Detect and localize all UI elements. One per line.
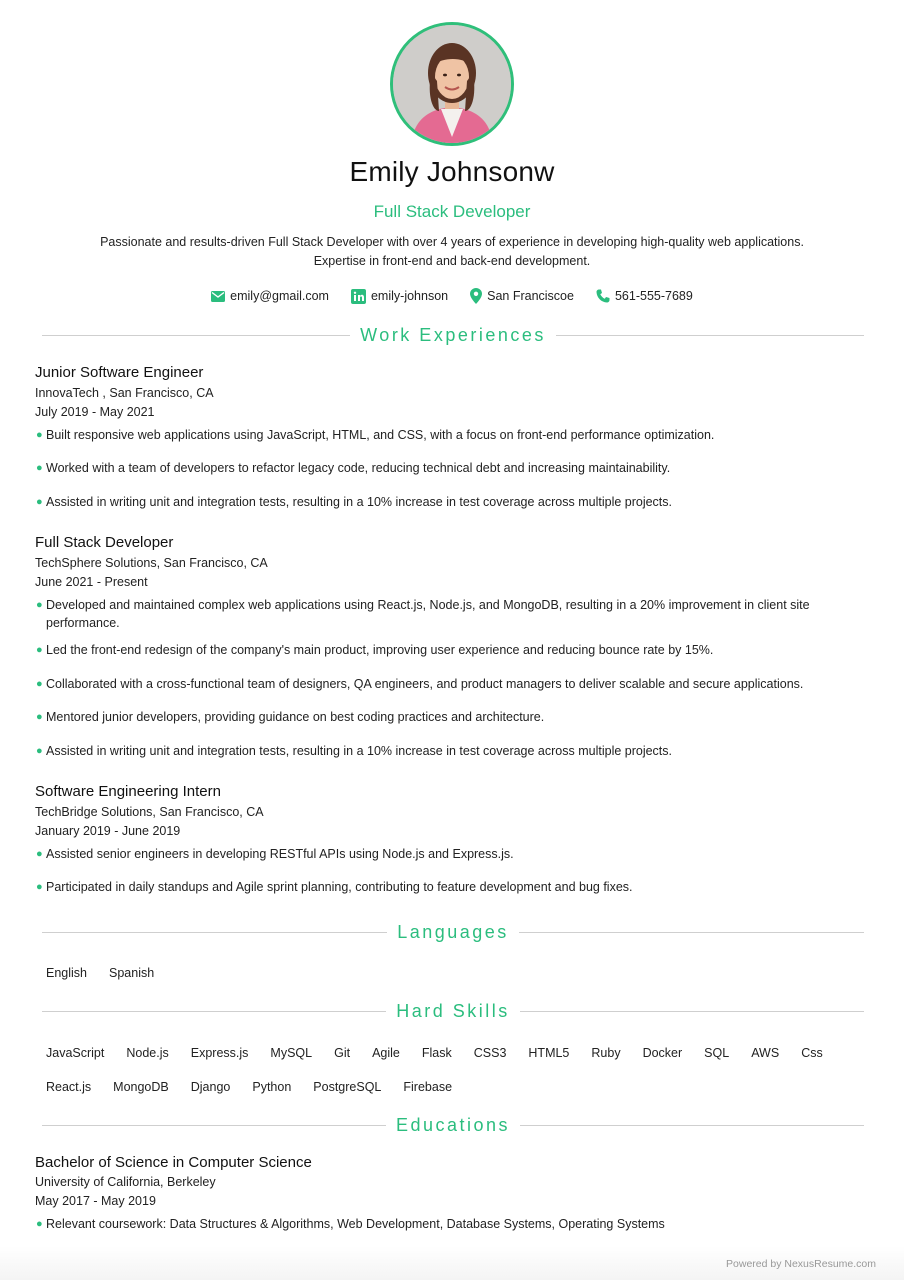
divider	[42, 1125, 386, 1126]
skill-item: Express.js	[190, 1046, 249, 1060]
bullet-dot: ●	[36, 711, 43, 723]
location-pin-icon	[470, 288, 482, 304]
skill-item: Css	[801, 1046, 823, 1060]
powered-by-link[interactable]: Powered by NexusResume.com	[726, 1258, 876, 1270]
contact-location	[470, 288, 574, 304]
skill-item: MongoDB	[113, 1080, 169, 1094]
job-dates: June 2021 - Present	[35, 575, 148, 589]
job-title: Full Stack Developer	[35, 534, 174, 551]
job-dates: January 2019 - June 2019	[35, 824, 181, 838]
divider	[42, 932, 387, 933]
skills-row	[46, 1046, 845, 1060]
section-title: Educations	[395, 1115, 511, 1135]
language-item: English	[46, 966, 87, 980]
bullet-dot: ●	[36, 678, 43, 690]
section-header-work	[42, 325, 864, 346]
list-item: ● Worked with a team of developers to refactor legacy code, reducing technical debt and increasing maintainability.	[36, 461, 671, 475]
bullet-dot: ●	[36, 599, 43, 611]
contact-phone[interactable]	[596, 288, 693, 304]
skill-item: SQL	[704, 1046, 730, 1060]
list-item: ● Assisted in writing unit and integration tests, resulting in a 10% increase in test coverage across multiple projects.	[36, 744, 673, 758]
phone-text: 561-555-7689	[614, 289, 693, 303]
section-title: Work Experiences	[360, 325, 546, 345]
divider	[556, 335, 864, 336]
phone-icon	[596, 289, 610, 303]
skill-item: JavaScript	[46, 1046, 105, 1060]
bullet-dot: ●	[36, 462, 43, 474]
candidate-name: Emily Johnsonw	[349, 156, 555, 187]
section-header-languages	[42, 922, 864, 943]
section-title: Languages	[397, 922, 509, 942]
bullet-dot: ●	[36, 429, 43, 441]
divider	[42, 1011, 386, 1012]
bullet-dot: ●	[36, 848, 43, 860]
job-dates: July 2019 - May 2021	[35, 405, 155, 419]
bullet-dot: ●	[36, 496, 43, 508]
languages-list	[46, 966, 176, 980]
job-company: TechBridge Solutions, San Francisco, CA	[35, 805, 264, 819]
profile-photo	[393, 25, 511, 143]
bullet-dot: ●	[36, 881, 43, 893]
linkedin-text: emily-johnson	[370, 289, 449, 303]
bullet-dot: ●	[36, 745, 43, 757]
contact-bar	[0, 288, 904, 304]
degree-title: Bachelor of Science in Computer Science	[35, 1154, 312, 1171]
skills-row	[46, 1080, 474, 1094]
section-header-education	[42, 1115, 864, 1136]
skill-item: React.js	[46, 1080, 92, 1094]
contact-linkedin[interactable]	[351, 288, 448, 304]
section-title: Hard Skills	[396, 1001, 510, 1021]
section-header-skills	[42, 1001, 864, 1022]
skill-item: Agile	[372, 1046, 400, 1060]
job-title: Junior Software Engineer	[35, 364, 204, 381]
skill-item: MySQL	[270, 1046, 313, 1060]
education-dates: May 2017 - May 2019	[35, 1194, 156, 1208]
list-item: ● Assisted senior engineers in developing RESTful APIs using Node.js and Express.js.	[36, 847, 514, 861]
skill-item: Firebase	[403, 1080, 453, 1094]
email-text: emily@gmail.com	[230, 289, 329, 303]
skill-item: Flask	[421, 1046, 452, 1060]
list-item: ● Developed and maintained complex web applications using React.js, Node.js, and MongoDB, resulting in a 20% improvement in client site performance.	[36, 598, 810, 630]
list-item: ● Built responsive web applications using JavaScript, HTML, and CSS, with a focus on front-end performance optimization.	[36, 428, 715, 442]
skill-item: Python	[252, 1080, 292, 1094]
contact-email[interactable]	[211, 288, 329, 304]
list-item: ● Assisted in writing unit and integration tests, resulting in a 10% increase in test coverage across multiple projects.	[36, 495, 673, 509]
skill-item: PostgreSQL	[313, 1080, 382, 1094]
summary-line: Expertise in front-end and back-end development.	[313, 254, 591, 268]
job-title: Software Engineering Intern	[35, 783, 221, 800]
list-item: ● Led the front-end redesign of the company's main product, improving user experience and reducing bounce rate by 15%.	[36, 643, 714, 657]
skill-item: AWS	[751, 1046, 780, 1060]
job-company: TechSphere Solutions, San Francisco, CA	[35, 556, 268, 570]
skill-item: Git	[334, 1046, 351, 1060]
divider	[520, 1011, 864, 1012]
list-item: ● Mentored junior developers, providing guidance on best coding practices and architecture.	[36, 710, 545, 724]
language-item: Spanish	[109, 966, 155, 980]
mail-icon	[211, 291, 225, 302]
bullet-dot: ●	[36, 644, 43, 656]
list-item: ● Collaborated with a cross-functional team of designers, QA engineers, and product managers to deliver scalable and secure applications.	[36, 677, 804, 691]
school-name: University of California, Berkeley	[35, 1175, 216, 1189]
avatar	[390, 22, 514, 146]
job-company: InnovaTech , San Francisco, CA	[35, 386, 214, 400]
skill-item: CSS3	[473, 1046, 507, 1060]
skill-item: Django	[190, 1080, 231, 1094]
skill-item: Node.js	[126, 1046, 169, 1060]
location-text: San Franciscoe	[487, 289, 574, 303]
linkedin-icon	[351, 289, 366, 304]
list-item: ● Relevant coursework: Data Structures & Algorithms, Web Development, Database Systems, Operating Systems	[36, 1217, 665, 1231]
list-item: ● Participated in daily standups and Agile sprint planning, contributing to feature development and bug fixes.	[36, 880, 633, 894]
bullet-dot: ●	[36, 1218, 43, 1230]
job-title-headline: Full Stack Developer	[373, 202, 531, 221]
skill-item: Ruby	[591, 1046, 621, 1060]
skill-item: HTML5	[528, 1046, 570, 1060]
divider	[519, 932, 864, 933]
divider	[520, 1125, 864, 1126]
summary-line: Passionate and results-driven Full Stack Developer with over 4 years of experience in developing high-quality web applications.	[100, 235, 804, 249]
divider	[42, 335, 350, 336]
skill-item: Docker	[642, 1046, 683, 1060]
summary	[60, 233, 844, 271]
